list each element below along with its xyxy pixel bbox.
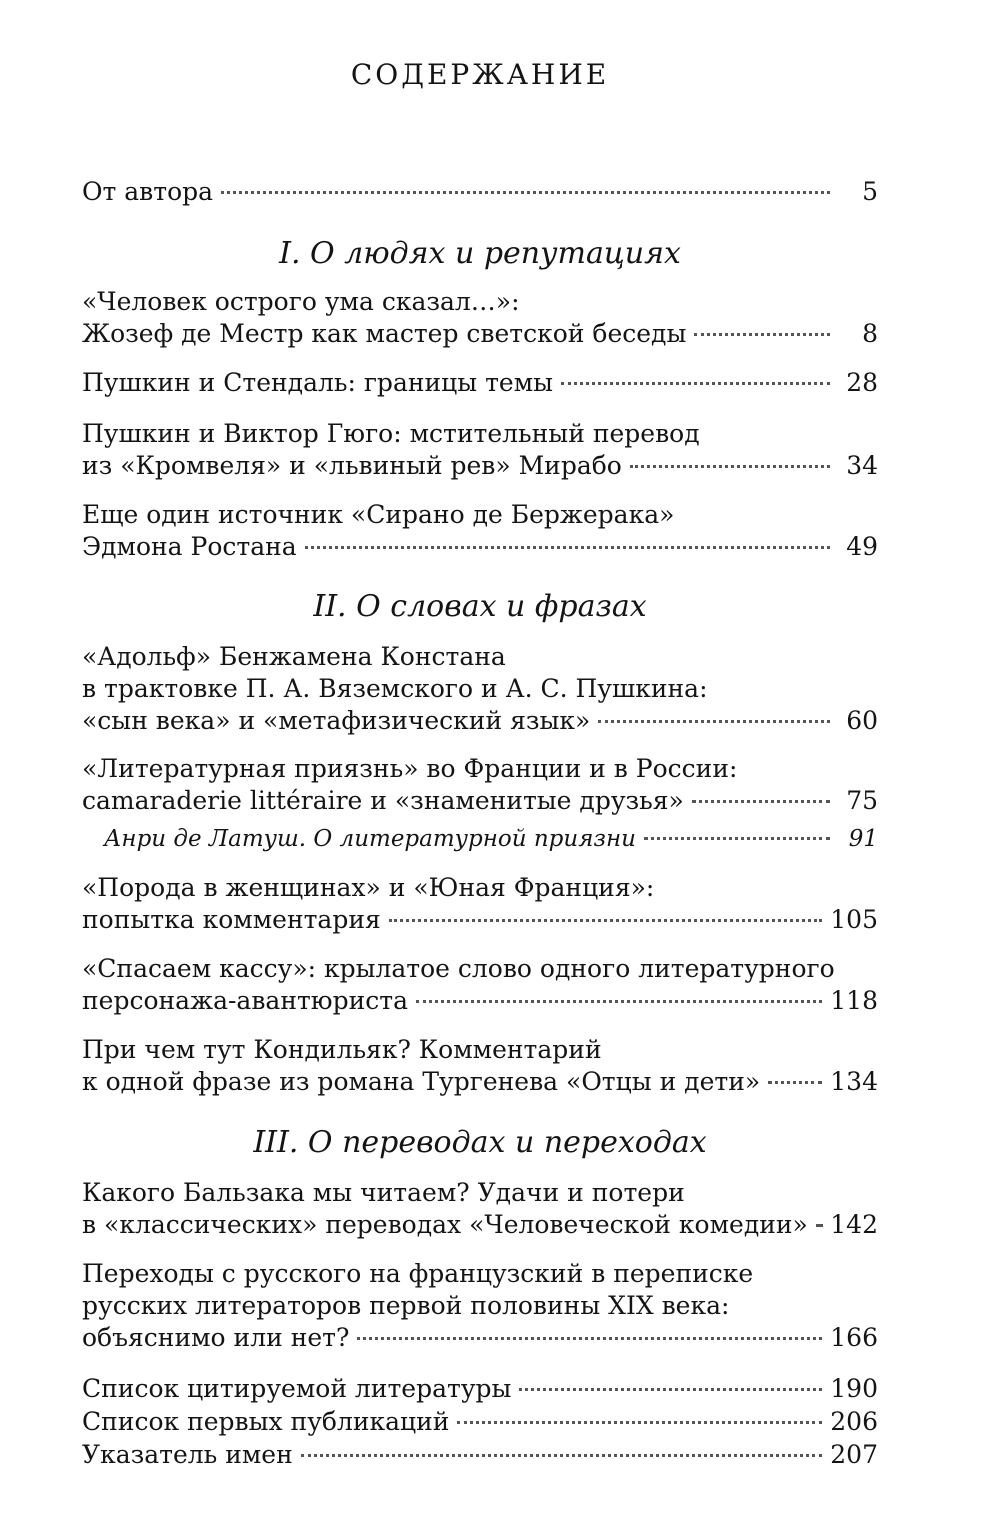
toc-page-number: 49 xyxy=(846,532,878,561)
toc-entry xyxy=(82,872,878,936)
toc-entry xyxy=(82,418,878,482)
section-title: II. О словах и фразах xyxy=(313,589,647,624)
leader-dots xyxy=(768,1081,822,1084)
toc-entry-line: в «классических» переводах «Человеческой комедии» xyxy=(82,1210,808,1239)
toc-page-number: 142 xyxy=(830,1210,878,1239)
toc-page-number: 134 xyxy=(830,1067,878,1096)
toc-entry-line: «Спасаем кассу»: крылатое слово одного литературного xyxy=(82,954,835,983)
toc-entry-line: объяснимо или нет? xyxy=(82,1323,350,1352)
toc-entry-line: «сын века» и «метафизический язык» xyxy=(82,706,591,735)
toc-entry-line: Пушкин и Виктор Гюго: мстительный перевод xyxy=(82,419,700,448)
toc-entry xyxy=(82,753,878,817)
toc-entry-line: «Порода в женщинах» и «Юная Франция»: xyxy=(82,873,655,902)
page-title: СОДЕРЖАНИЕ xyxy=(350,58,610,91)
toc-page-number: 60 xyxy=(846,706,878,735)
toc-entry-line: в трактовке П. А. Вяземского и А. С. Пушкина: xyxy=(82,674,708,703)
leader-dots xyxy=(221,191,830,194)
toc-entry-line: При чем тут Кондильяк? Комментарий xyxy=(82,1035,602,1064)
toc-entry xyxy=(82,1258,878,1354)
toc-entry-line: Указатель имен xyxy=(82,1440,293,1469)
leader-dots xyxy=(692,800,830,803)
leader-dots xyxy=(694,333,830,336)
toc-entry xyxy=(82,1034,878,1098)
toc-entry-line: «Адольф» Бенжамена Констана xyxy=(82,642,506,671)
toc-page-number: 34 xyxy=(846,451,878,480)
toc-entry-line: Список первых публикаций xyxy=(82,1407,450,1436)
toc-entry xyxy=(82,641,878,737)
toc-entry xyxy=(82,176,878,208)
toc-entry-line: Еще один источник «Сирано де Бержерака» xyxy=(82,500,675,529)
toc-page-number: 28 xyxy=(846,368,878,397)
toc-page-number: 207 xyxy=(830,1440,878,1469)
toc-entry xyxy=(82,499,878,563)
leader-dots xyxy=(301,1454,823,1457)
toc-page-number: 105 xyxy=(830,905,878,934)
toc-entry-line: Переходы с русского на французский в переписке xyxy=(82,1259,754,1288)
toc-page-number: 5 xyxy=(862,177,878,206)
toc-page-number: 190 xyxy=(830,1374,878,1403)
section-title: III. О переводах и переходах xyxy=(253,1125,707,1160)
toc-entry xyxy=(82,1373,878,1405)
toc-entry-line: Жозеф де Местр как мастер светской беседы xyxy=(82,319,687,348)
toc-entry-line: к одной фразе из романа Тургенева «Отцы и дети» xyxy=(82,1067,761,1096)
leader-dots xyxy=(357,1337,822,1340)
toc-entry-line: «Литературная приязнь» во Франции и в России: xyxy=(82,754,738,783)
leader-dots xyxy=(389,919,823,922)
leader-dots xyxy=(630,465,830,468)
toc-page-number: 8 xyxy=(862,319,878,348)
section-title: I. О людях и репутациях xyxy=(279,236,681,271)
toc-entry-line: русских литераторов первой половины XIX века: xyxy=(82,1291,730,1320)
toc-subentry xyxy=(104,823,878,855)
toc-entry-line: От автора xyxy=(82,177,214,206)
toc-page-number: 75 xyxy=(846,786,878,815)
toc-entry xyxy=(82,1177,878,1241)
toc-entry-line: Список цитируемой литературы xyxy=(82,1374,512,1403)
leader-dots xyxy=(644,837,830,840)
toc-entry-line: Пушкин и Стендаль: границы темы xyxy=(82,368,554,397)
toc-entry-line: Анри де Латуш. О литературной приязни xyxy=(104,826,636,852)
toc-page-number: 166 xyxy=(830,1323,878,1352)
toc-entry xyxy=(82,286,878,350)
leader-dots xyxy=(305,546,830,549)
toc-page-number: 206 xyxy=(830,1407,878,1436)
leader-dots xyxy=(561,382,830,385)
leader-dots xyxy=(598,720,830,723)
toc-entry xyxy=(82,367,878,399)
toc-entry-line: Эдмона Ростана xyxy=(82,532,297,561)
leader-dots xyxy=(457,1421,822,1424)
toc-entry-line: из «Кромвеля» и «львиный рев» Мирабо xyxy=(82,451,622,480)
toc-entry-line: camaraderie littéraire и «знаменитые друзья» xyxy=(82,786,684,815)
toc-entry-line: персонажа-авантюриста xyxy=(82,986,408,1015)
toc-entry-line: Какого Бальзака мы читаем? Удачи и потери xyxy=(82,1178,685,1207)
toc-entry xyxy=(82,1406,878,1438)
leader-dots xyxy=(519,1388,822,1391)
toc-page-number: 118 xyxy=(830,986,878,1015)
toc-page-number: 91 xyxy=(848,826,878,852)
leader-dots xyxy=(416,1000,822,1003)
leader-dots xyxy=(816,1224,822,1227)
toc-entry xyxy=(82,1439,878,1471)
toc-entry-line: попытка комментария xyxy=(82,905,381,934)
toc-entry xyxy=(82,953,878,1017)
toc-entry-line: «Человек острого ума сказал…»: xyxy=(82,287,520,316)
